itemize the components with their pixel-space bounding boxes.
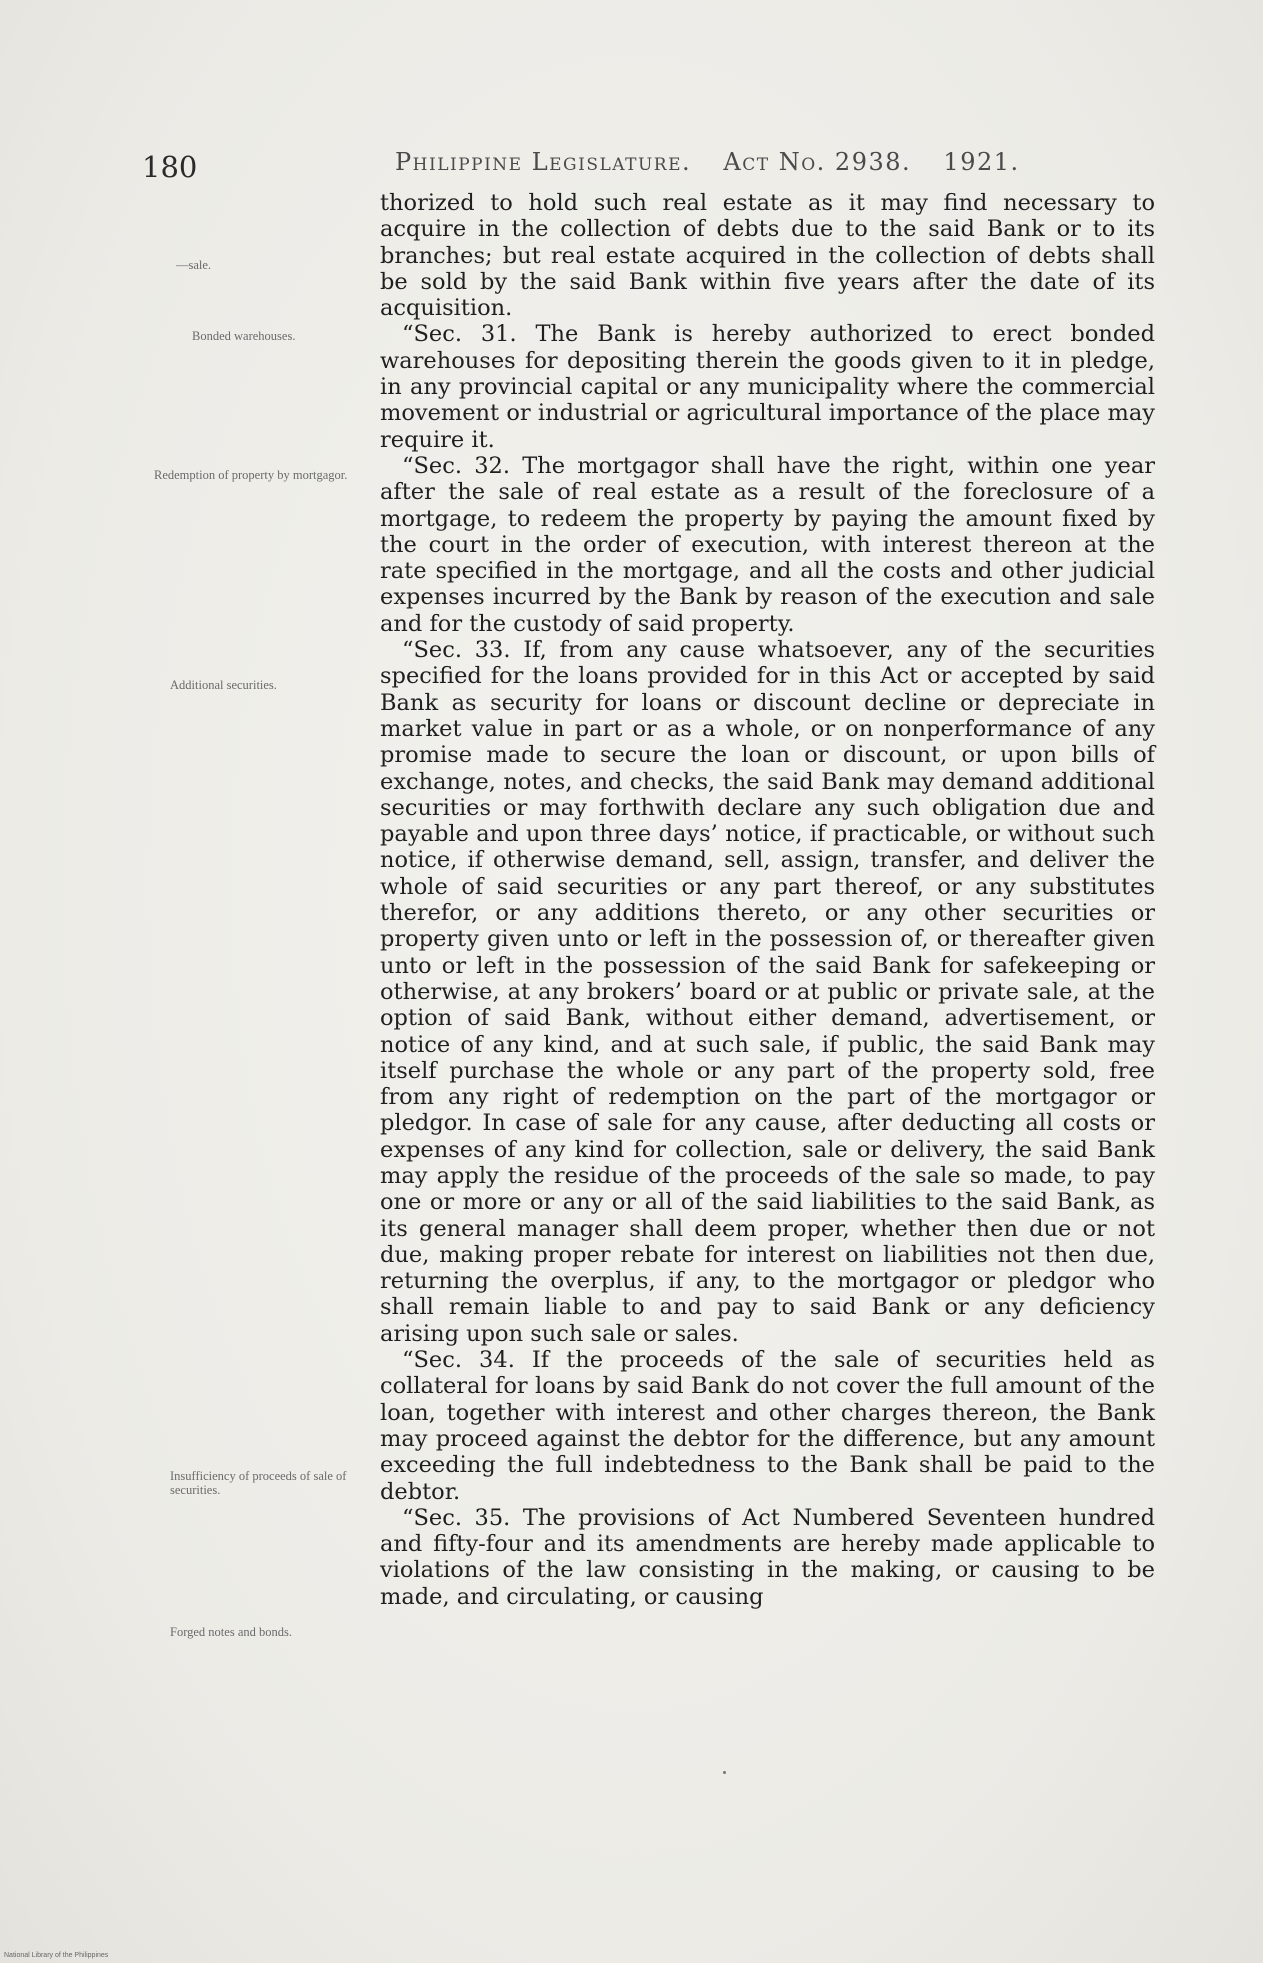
margin-note-bonded-warehouses: Bonded warehouses.: [192, 329, 296, 343]
paragraph-sec-33: “Sec. 33. If, from any cause whatsoever, any of the securities specified for the loans provided for in this Act or accepted by said Bank as security for loans or discount decline or depreciate in market value in part or as a whole, or on nonperformance of any promise made to secure the loan or discount, or upon bills of exchange, notes, and checks, the said Bank may demand additional securities or may forthwith declare any such obligation due and payable and upon three days’ notice, if practicable, or without such notice, if otherwise demand, sell, assign, transfer, and deliver the whole of said securities or any part thereof, or any substitutes therefor, or any additions thereto, or any other securities or property given unto or left in the possession of, or thereafter given unto or left in the possession of the said Bank for safekeeping or otherwise, at any brokers’ board or at public or private sale, at the option of said Bank, without either demand, advertisement, or notice of any kind, and at such sale, if public, the said Bank may itself purchase the whole or any part of the property sold, free from any right of redemption on the part of the mortgagor or pledgor. In case of sale for any cause, after deducting all costs or expenses of any kind for collection, sale or delivery, the said Bank may apply the residue of the proceeds of the sale so made, to pay one or more or any or all of the said liabilities to the said Bank, as its general manager shall deem proper, whether then due or not due, making proper rebate for interest on liabilities not then due, returning the overplus, if any, to the mortgagor or pledgor who shall remain liable to and pay to said Bank or any deficiency arising upon such sale or sales.: [380, 637, 1155, 1347]
margin-note-insufficiency: Insufficiency of proceeds of sale of securities.: [170, 1469, 347, 1497]
paragraph-sec-34: “Sec. 34. If the proceeds of the sale of securities held as collateral for loans by said Bank do not cover the full amount of the loan, together with interest and other charges thereon, the Bank may proceed against the debtor for the difference, but any amount exceeding the full indebtedness to the Bank shall be paid to the debtor.: [380, 1347, 1155, 1505]
margin-note-sale: —sale.: [176, 258, 212, 272]
body-text: [380, 190, 1155, 1610]
running-head-year: 1921.: [943, 148, 1020, 176]
footer-credit: National Library of the Philippines: [4, 1952, 109, 1959]
margin-note-redemption: Redemption of property by mortgagor.: [154, 468, 348, 482]
speck: [723, 1771, 726, 1774]
paragraph-continuation: thorized to hold such real estate as it may find necessary to acquire in the collection of debts due to the said Bank or to its branches; but real estate acquired in the collection of debts shall be sold by the said Bank within five years after the date of its acquisition.: [380, 190, 1155, 322]
margin-note-additional-securities: Additional securities.: [170, 678, 277, 692]
paragraph-sec-31: “Sec. 31. The Bank is hereby authorized to erect bonded warehouses for depositing therein the goods given to it in pledge, in any provincial capital or any municipality where the commercial movement or industrial or agricultural importance of the place may require it.: [380, 321, 1155, 453]
running-head-title: Philippine Legislature.: [395, 148, 692, 176]
paragraph-sec-35: “Sec. 35. The provisions of Act Numbered Seventeen hundred and fifty-four and its amendments are hereby made applicable to violations of the law consisting in the making, or causing to be made, and circulating, or causing: [380, 1504, 1155, 1610]
running-head: [395, 148, 1115, 176]
margin-note-forged-notes: Forged notes and bonds.: [170, 1625, 292, 1639]
page-number: 180: [142, 150, 198, 184]
running-head-act: Act No. 2938.: [723, 148, 912, 176]
paragraph-sec-32: “Sec. 32. The mortgagor shall have the right, within one year after the sale of real estate as a result of the foreclosure of a mortgage, to redeem the property by paying the amount fixed by the court in the order of execution, with interest thereon at the rate specified in the mortgage, and all the costs and other judicial expenses incurred by the Bank by reason of the execution and sale and for the custody of said property.: [380, 452, 1155, 637]
